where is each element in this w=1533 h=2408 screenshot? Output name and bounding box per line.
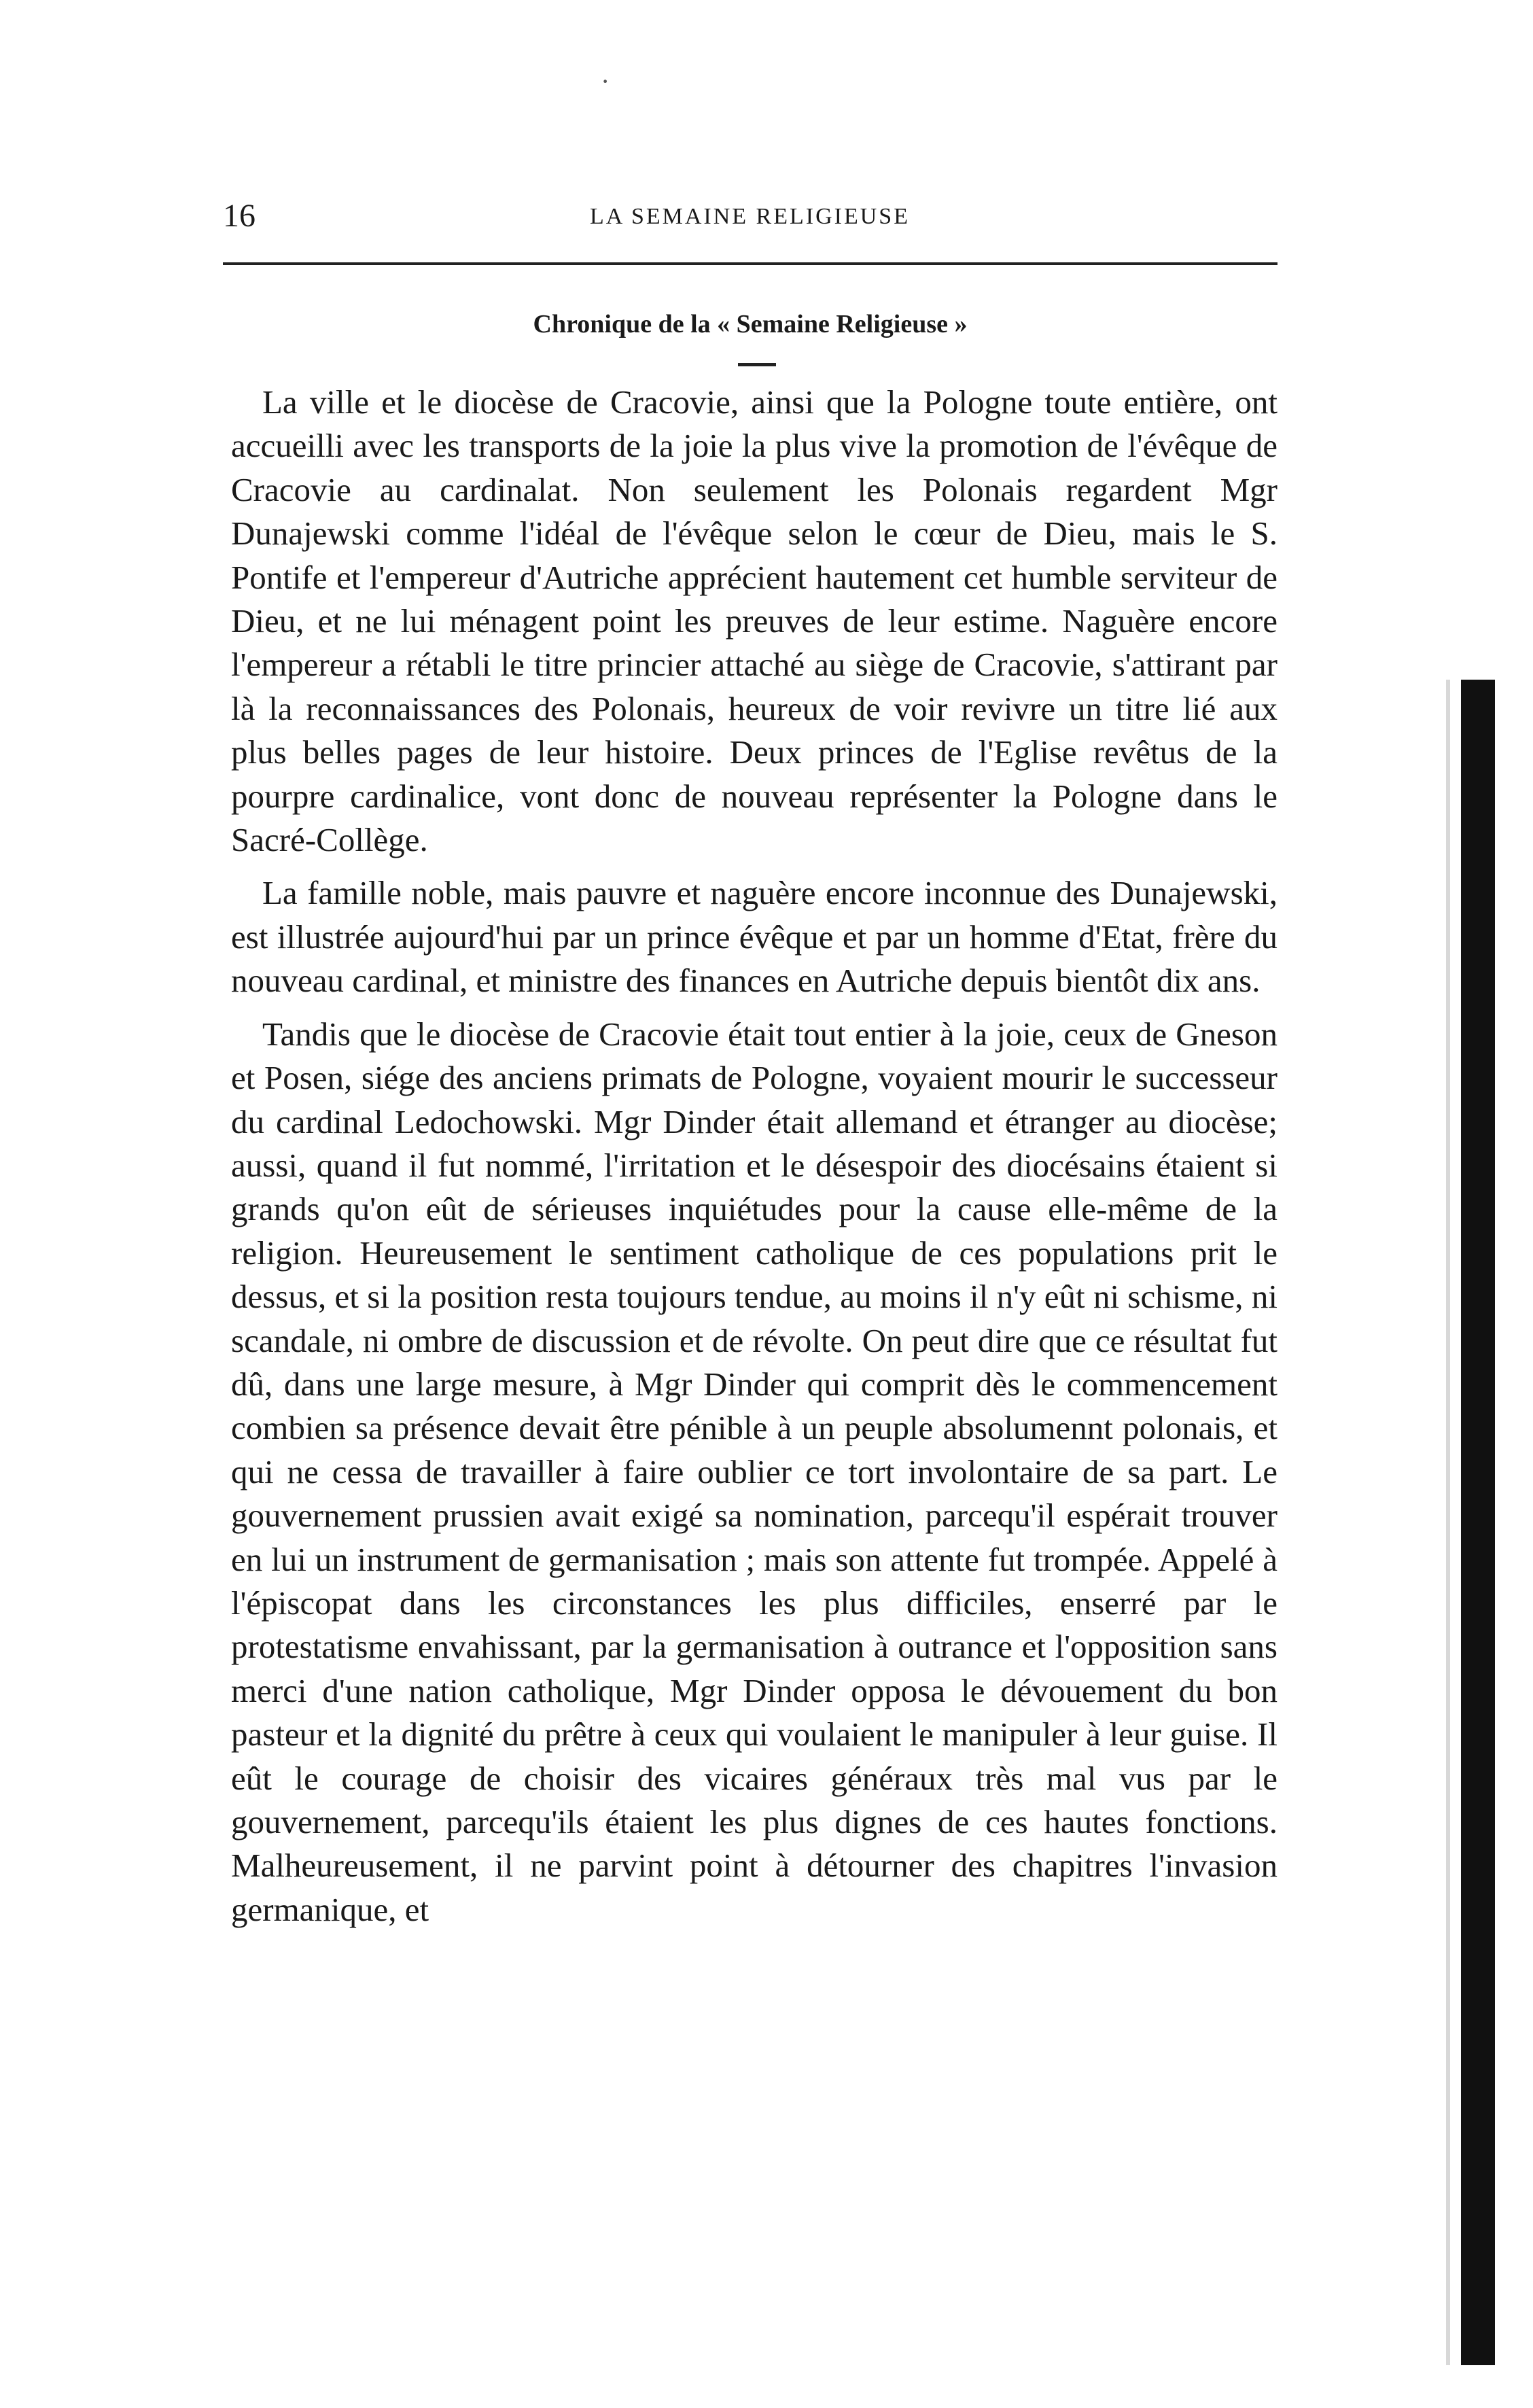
print-speck: · — [601, 66, 610, 97]
title-dash — [738, 363, 776, 366]
header-rule — [223, 262, 1278, 265]
page-number: 16 — [223, 198, 256, 234]
page-edge-border — [1461, 680, 1495, 2365]
paragraph-3: Tandis que le diocèse de Cracovie était tout entier à la joie, ceux de Gneson et Posen, siége des anciens primats de Pologne, voyaient mourir le successeur du cardinal Ledochowski. Mgr Dinder était allemand et étranger au diocèse; aussi, quand il fut nommé, l'irritation et le désespoir des diocésains étaient si grands qu'on eût de sérieuses inquiétudes pour la cause elle-même de la religion. Heureusement le sentiment catholique de ces populations prit le dessus, et si la position resta toujours tendue, au moins il n'y eût ni schisme, ni scandale, ni ombre de discussion et de révolte. On peut dire que ce résultat fut dû, dans une large mesure, à Mgr Dinder qui comprit dès le commencement combien sa présence devait être pénible à un peuple absolumennt polonais, et qui ne cessa de travailler à faire oublier ce tort involontaire de sa part. Le gouvernement prussien avait exigé sa nomination, parcequ'il espérait trouver en lui un instrument de germanisation ; mais son attente fut trompée. Appelé à l'épiscopat dans les circonstances les plus difficiles, enserré par le protestatisme envahissant, par la germanisation à outrance et l'opposition sans merci d'une nation catholique, Mgr Dinder opposa le dévouement du bon pasteur et la dignité du prêtre à ceux qui voulaient le manipuler à leur guise. Il eût le courage de choisir des vicaires généraux très mal vus par le gouvernement, parcequ'ils étaient les plus dignes de ces hautes fonctions. Malheureusement, il ne parvint point à détourner des chapitres l'invasion germanique, et — [231, 1015, 1278, 1928]
paragraph-2: La famille noble, mais pauvre et naguère encore inconnue des Dunajewski, est illustrée aujourd'hui par un prince évêque et par un homme d'Etat, frère du nouveau cardinal, et ministre des finances en Autriche depuis bientôt dix ans. — [231, 874, 1278, 1000]
running-title: LA SEMAINE RELIGIEUSE — [590, 204, 910, 229]
running-head — [223, 196, 1278, 243]
paragraph-1: La ville et le diocèse de Cracovie, ainsi que la Pologne toute entière, ont accueilli avec les transports de la joie la plus vive la promotion de l'évêque de Cracovie au cardinalat. Non seulement les Polonais regardent Mgr Dunajewski comme l'idéal de l'évêque selon le cœur de Dieu, mais le S. Pontife et l'empereur d'Autriche apprécient hautement cet humble serviteur de Dieu, et ne lui ménagent point les preuves de leur estime. Naguère encore l'empereur a rétabli le titre princier attaché au siège de Cracovie, s'attirant par là la reconnaissances des Polonais, heureux de voir revivre un titre lié aux plus belles pages de leur histoire. Deux princes de l'Eglise revêtus de la pourpre cardinalice, vont donc de nouveau représenter la Pologne dans le Sacré-Collège. — [231, 383, 1278, 859]
article-body — [231, 381, 1278, 1941]
article-title: Chronique de la « Semaine Religieuse » — [533, 310, 968, 338]
page-edge-shadow — [1446, 680, 1450, 2365]
